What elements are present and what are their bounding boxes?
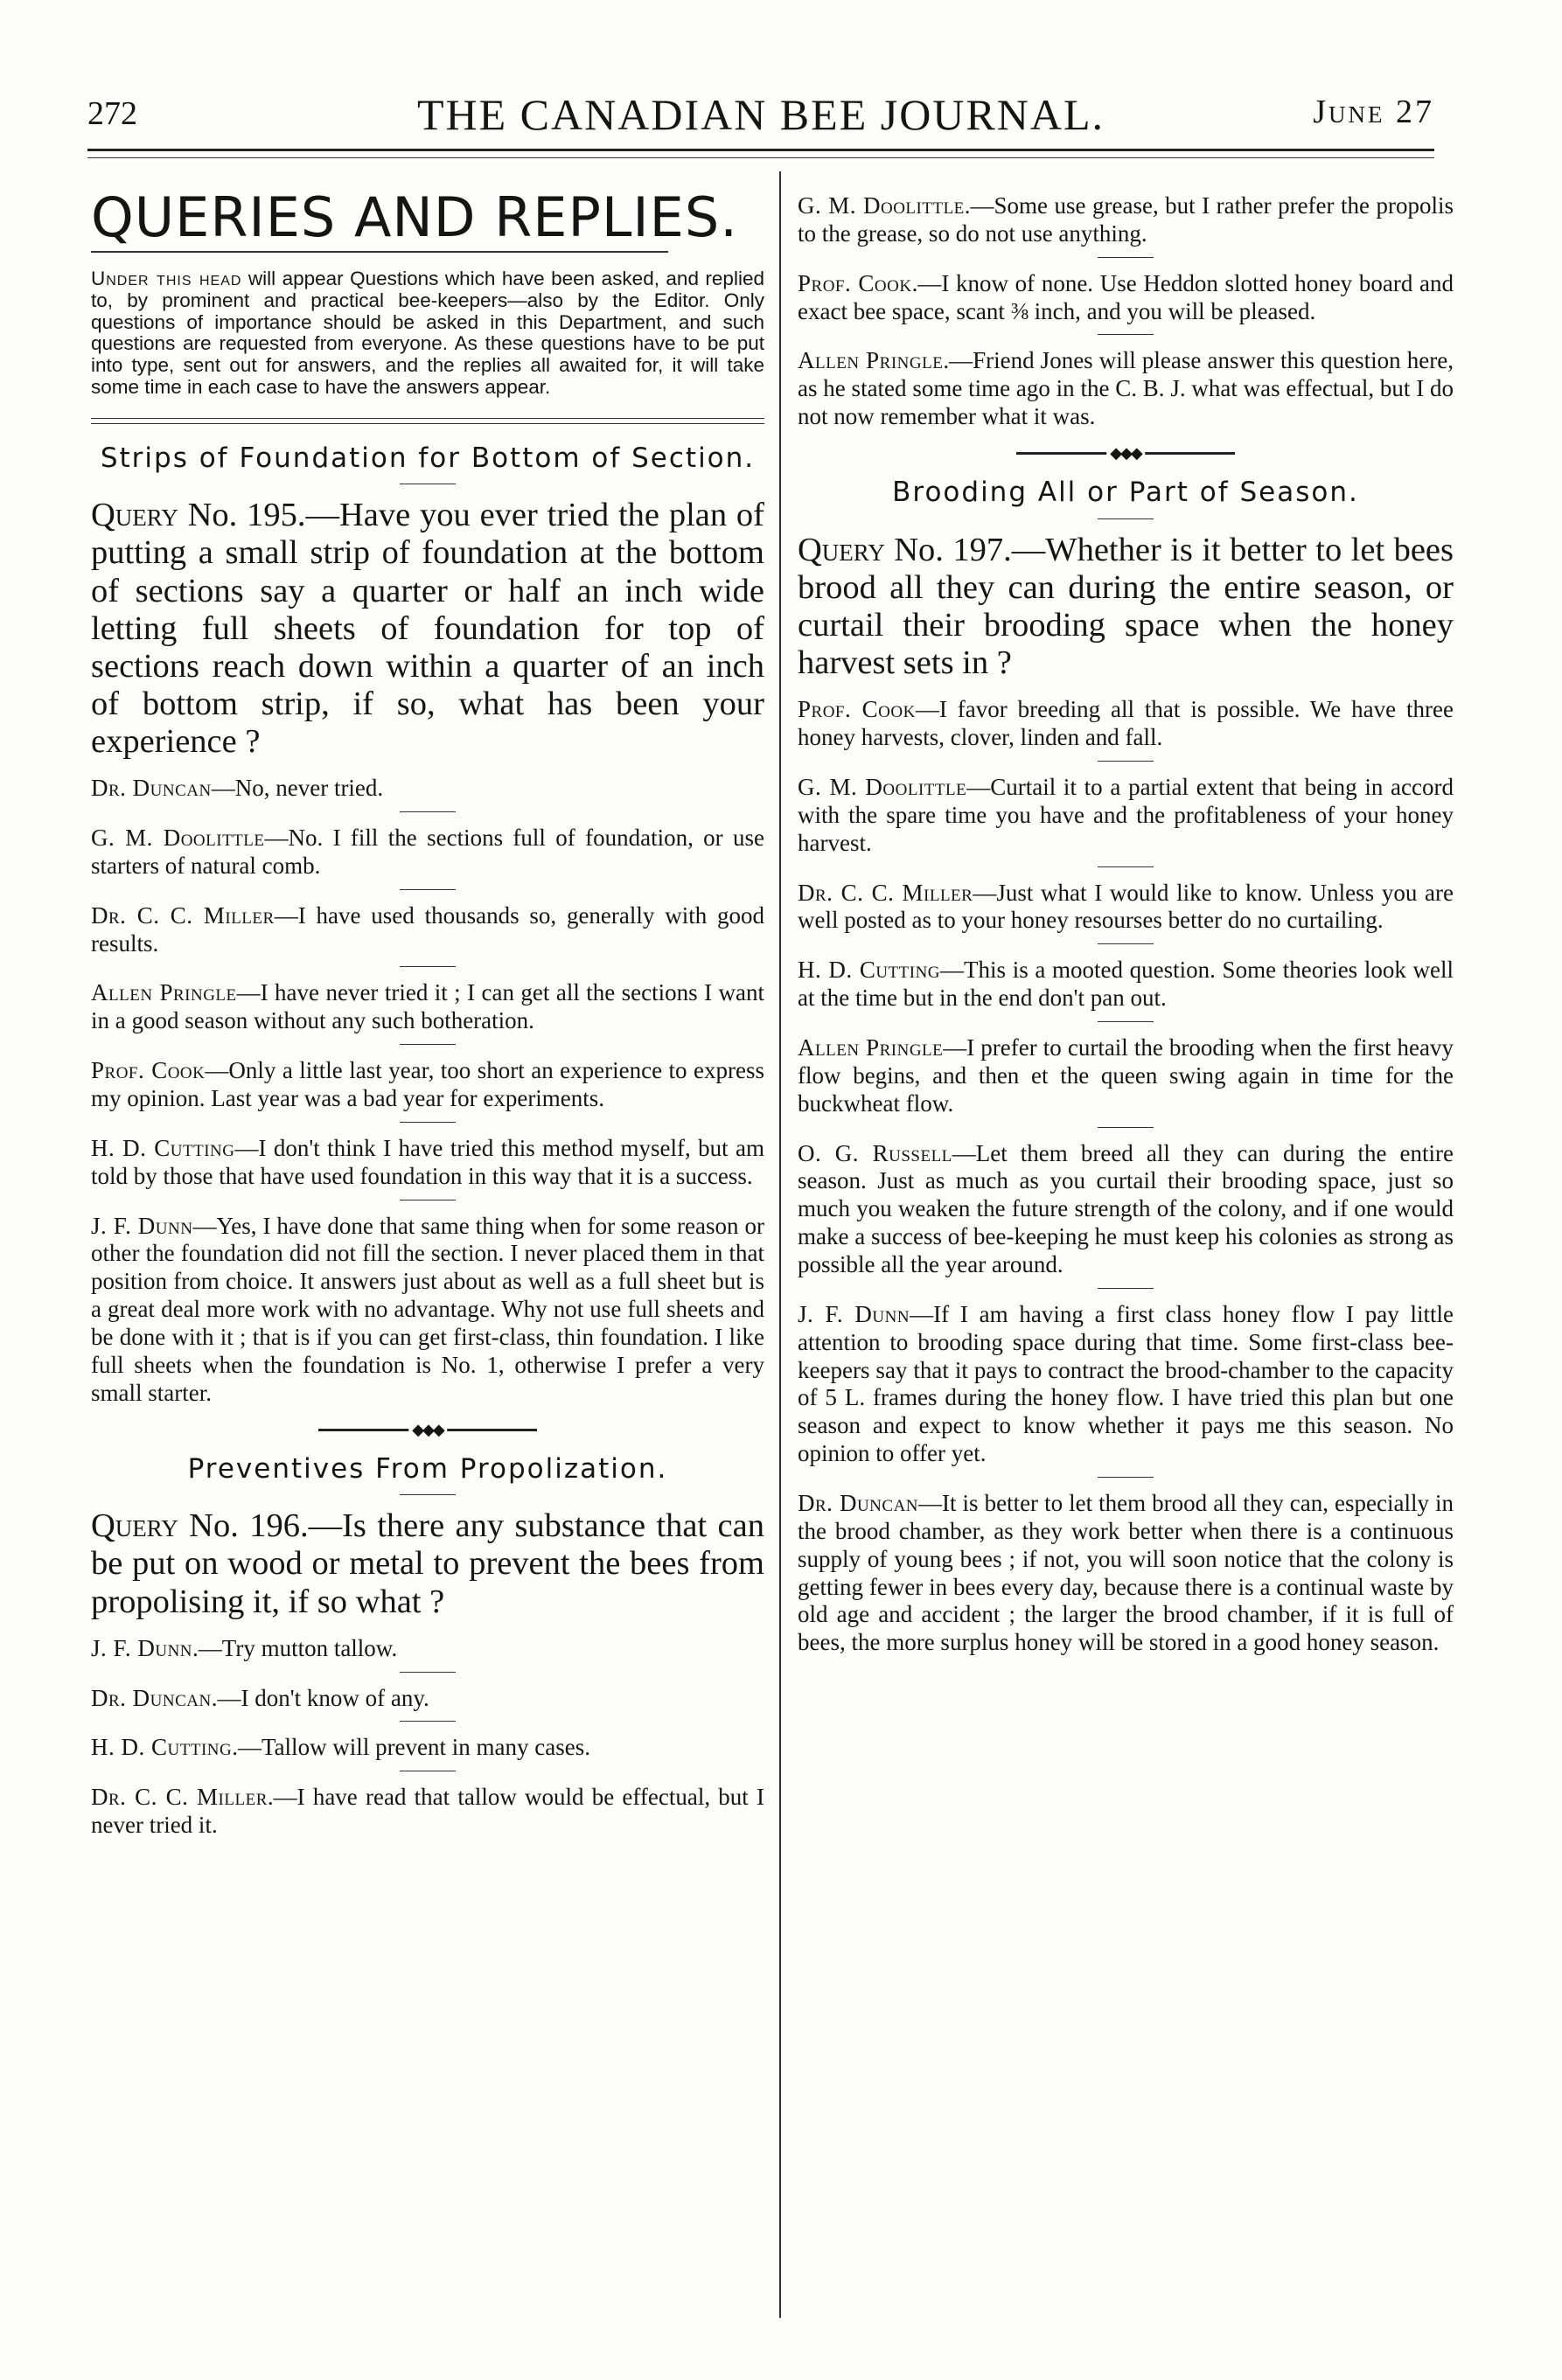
respondent-name: H. D. Cutting [91, 1134, 235, 1161]
respondent-name: J. F. Dunn [798, 1300, 910, 1327]
short-rule [1098, 334, 1154, 335]
reply-text: —I prefer to curtail the brooding when the first heavy flow begins, and then et the queen swing again in time for the buckwheat flow. [798, 1033, 1454, 1117]
short-rule [400, 1044, 456, 1045]
query-lead: Query [91, 497, 178, 534]
respondent-name: Dr. C. C. Miller [91, 901, 275, 929]
reply [798, 270, 1454, 326]
short-rule [400, 1672, 456, 1673]
short-rule [1098, 518, 1154, 519]
column-divider [779, 171, 781, 2318]
reply [798, 1140, 1454, 1279]
reply-text: —If I am having a first class honey flow I pay little attention to brooding space during that time. Some first-class bee-keepers say that it pays to contract the brood-chamber to the capacity of 5 L. frames during the honey flow. I have tried this plan but one season and expect to know whether it pays me this season. No opinion to offer yet. [798, 1300, 1454, 1467]
section-heading: Brooding All or Part of Season. [892, 477, 1359, 509]
reply [798, 774, 1454, 858]
header-rule-thin [87, 157, 1434, 158]
reply [91, 1784, 764, 1840]
respondent-name: J. F. Dunn [91, 1634, 193, 1661]
ornament-icon: ◆◆◆ [408, 1421, 447, 1439]
respondent-name: Prof. Cook [798, 269, 912, 296]
short-rule [400, 811, 456, 812]
respondent-name: Dr. C. C. Miller [91, 1784, 268, 1811]
short-rule [400, 1721, 456, 1722]
reply-text: —I favor breeding all that is possible. We have three honey harvests, clover, linden and fall. [798, 696, 1454, 751]
reply [798, 192, 1454, 248]
reply-text: —No, never tried. [211, 775, 384, 802]
reply-text: —I have used thousands so, generally with good results. [91, 901, 765, 957]
short-rule [1098, 1288, 1154, 1289]
query-lead: Query [91, 1507, 178, 1545]
respondent-name: J. F. Dunn [91, 1212, 193, 1239]
department-intro [91, 268, 764, 399]
short-rule [1098, 1477, 1154, 1478]
reply [798, 1301, 1454, 1468]
reply-text: —Yes, I have done that same thing when for some reason or other the foundation did not fill the section. I never placed them in that position from choice. It answers just about as well as a full sheet but is a great deal more work with no advantage. Why not use full sheets and be done with it ; that is if you can get first-class, thin foundation. I like full sheets when the foundation is No. 1, otherwise I prefer a very small starter. [91, 1212, 764, 1406]
respondent-name: Allen Pringle [91, 979, 237, 1006]
reply-text: —Let them breed all they can during the entire season. Just as much as you curtail their brooding space, just so much you weaken the future strength of the colony, and if one would make a success of bee-keeping he must keep his colonies as strong as possible all the year around. [798, 1139, 1454, 1277]
query-lead: Query [798, 531, 885, 568]
short-rule [400, 966, 456, 967]
query-text: No. 195.—Have you ever tried the plan of putting a small strip of foundation at the bottom of sections say a quarter or half an inch wide letting full sheets of foundation for top of sections reach down within a quarter of an inch of bottom strip, if so, what has been your experience ? [91, 497, 764, 760]
short-rule [1098, 1127, 1154, 1128]
short-rule [1098, 257, 1154, 258]
reply [91, 1135, 764, 1191]
intro-text: will appear Questions which have been asked, and replied to, by prominent and practical bee-keepers—also by the Editor. Only questions of importance should be asked in this Department, and such questions are requested from everyone. As these questions have to be put into type, sent out for answers, and the replies all awaited for, it will take some time in each case to have the answers appear. [91, 268, 764, 398]
respondent-name: Prof. Cook [91, 1057, 206, 1084]
reply-text: —Curtail it to a partial extent that being in accord with the spare time you have and the profitableness of your honey harvest. [798, 773, 1454, 856]
reply [91, 979, 764, 1035]
reply-text: .—Tallow will prevent in many cases. [232, 1734, 590, 1761]
respondent-name: Dr. Duncan [91, 1684, 212, 1711]
title-rule [91, 251, 668, 253]
reply [91, 1685, 764, 1713]
reply-text: .—Friend Jones will please answer this question here, as he stated some time ago in the C. B. J. what was effectual, but I do not now remember what it was. [798, 347, 1454, 430]
right-column [798, 171, 1454, 1660]
respondent-name: Dr. Duncan [91, 775, 212, 802]
respondent-name: O. G. Russell [798, 1139, 952, 1166]
reply [798, 1490, 1454, 1657]
section-heading: Strips of Foundation for Bottom of Section. [100, 442, 756, 474]
query-197 [798, 532, 1454, 682]
respondent-name: G. M. Doolittle [798, 773, 967, 800]
page-number: 272 [87, 95, 137, 132]
respondent-name: H. D. Cutting [798, 957, 941, 984]
section-ornament [798, 442, 1454, 463]
department-title: QUERIES AND REPLIES. [91, 185, 738, 249]
respondent-name: G. M. Doolittle [798, 192, 965, 219]
reply-text: .—Try mutton tallow. [192, 1634, 398, 1661]
left-column [91, 171, 764, 1843]
intro-lead: Under this head [91, 268, 242, 290]
reply [798, 1034, 1454, 1118]
respondent-name: Allen Pringle [798, 347, 944, 374]
reply [91, 775, 764, 803]
short-rule [1098, 943, 1154, 944]
reply [798, 880, 1454, 936]
short-rule [400, 1122, 456, 1123]
reply-text: .—I know of none. Use Heddon slotted honey board and exact bee space, scant ⅜ inch, and you will be pleased. [798, 269, 1454, 324]
respondent-name: H. D. Cutting [91, 1734, 233, 1761]
reply [798, 957, 1454, 1013]
reply [91, 1057, 764, 1113]
reply [91, 1734, 764, 1762]
respondent-name: Dr. Duncan [798, 1489, 919, 1516]
short-rule [1098, 866, 1154, 867]
reply [91, 825, 764, 880]
reply-text: —I have never tried it ; I can get all the sections I want in a good season without any such botheration. [91, 979, 764, 1034]
short-rule [1098, 761, 1154, 762]
reply [798, 696, 1454, 752]
running-header [87, 90, 1434, 147]
reply-text: .—I don't know of any. [211, 1684, 429, 1711]
short-rule [400, 889, 456, 890]
reply-text: —Just what I would like to know. Unless you are well posted as to your honey resourses better do no curtailing. [798, 879, 1454, 934]
ornament-icon: ◆◆◆ [1106, 444, 1145, 463]
query-text: No. 197.—Whether is it better to let bees brood all they can during the entire season, or curtail their brooding space when the honey harvest sets in ? [798, 531, 1454, 682]
reply-text: —It is better to let them brood all they can, especially in the brood chamber, as they work better when there is a continuous supply of young bees ; if not, you will soon notice that the colony is getting fewer in bees every day, because there is a continual waste by old age and accident ; the larger the brood chamber, if it is full of bees, the more surplus honey will be stored in a good honey season. [798, 1489, 1454, 1656]
issue-date: June 27 [1313, 94, 1434, 130]
reply-text: —I don't think I have tried this method myself, but am told by those that have used foundation in this way that it is a success. [91, 1134, 764, 1189]
reply-text: .—Some use grease, but I rather prefer the propolis to the grease, so do not use anything. [798, 192, 1454, 247]
query-195 [91, 497, 764, 761]
reply-text: —Only a little last year, too short an experience to express my opinion. Last year was a bad year for experiments. [91, 1057, 764, 1111]
journal-title: THE CANADIAN BEE JOURNAL. [416, 90, 1105, 139]
query-text: No. 196.—Is there any substance that can be put on wood or metal to prevent the bees from propolising it, if so what ? [91, 1507, 764, 1620]
query-196 [91, 1507, 764, 1620]
respondent-name: Dr. C. C. Miller [798, 879, 973, 906]
section-ornament [91, 1418, 764, 1439]
reply [798, 347, 1454, 431]
short-rule [400, 1494, 456, 1495]
section-heading: Preventives From Propolization. [187, 1452, 668, 1485]
reply [91, 902, 764, 958]
header-rule [87, 149, 1434, 151]
respondent-name: Prof. Cook [798, 696, 916, 723]
reply [91, 1213, 764, 1408]
short-rule [1098, 1021, 1154, 1022]
reply-text: —No. I fill the sections full of foundation, or use starters of natural comb. [91, 824, 764, 879]
reply-text: —This is a mooted question. Some theories look well at the time but in the end don't pan out. [798, 957, 1454, 1012]
reply [91, 1635, 764, 1663]
respondent-name: Allen Pringle [798, 1033, 944, 1061]
respondent-name: G. M. Doolittle [91, 824, 265, 851]
reply-text: .—I have read that tallow would be effectual, but I never tried it. [91, 1784, 764, 1839]
double-rule [91, 418, 764, 424]
